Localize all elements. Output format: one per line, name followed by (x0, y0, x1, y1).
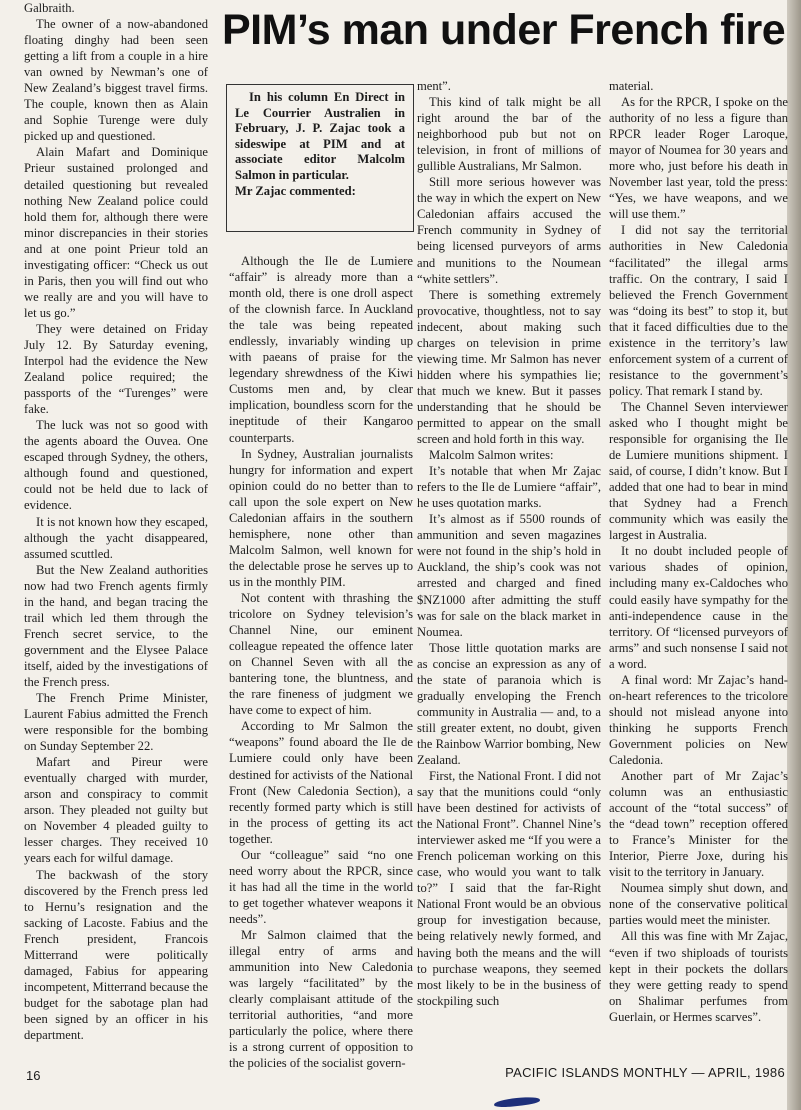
paragraph: ment”. (417, 79, 451, 93)
paragraph: According to Mr Salmon the “weapons” found aboard the Ile de Lumiere could only have been destined for activists of the National Front (New Caledonia Section), a recently formed party which is still in the process of getting its act together. (229, 719, 413, 846)
paragraph: Although the Ile de Lumiere “affair” is already more than a month old, there is one droll aspect of the clownish farce. In Auckland the tale was being repeated endlessly, invariably winding up with paeans of praise for the legendary shrewdness of the Kiwi Customs men and, by clear implication, boundless scorn for the ineptitude of their Kangaroo counterparts. (229, 254, 413, 445)
paragraph: The luck was not so good with the agents aboard the Ouvea. One escaped through Sydney, the others, although found and questioned, could not be held due to lack of evidence. (24, 418, 208, 513)
paragraph: This kind of talk might be all right around the bar of the neighborhood pub but not on television, in front of millions of gullible Australians, Mr Salmon. (417, 95, 601, 174)
paragraph: The Channel Seven interviewer asked who I thought might be responsible for organising the Ile de Lumiere munitions shipment. I said, of course, I didn’t know. But I added that one had to bear in mind that Sydney had a French community which was easily the largest in Australia. (609, 399, 788, 543)
paragraph: material. (609, 79, 654, 93)
paragraph: It’s almost as if 5500 rounds of ammunition and seven magazines were not found in the ship’s hold in Auckland, the ship’s cook was not arrested and charged and fined $NZ1000 after admitting the stuff was for sale on the black market in Noumea. (417, 512, 601, 639)
paragraph: Alain Mafart and Dominique Prieur sustained prolonged and detailed questioning but revealed nothing New Zealand police could hold them for, although there were minor discrepancies in their stories and at one point Prieur told an investigating officer: “Check us out in Paris, then you will find out who we really are and you will have to let us go.” (24, 145, 208, 320)
page-edge-shadow (787, 0, 801, 1110)
paragraph: I did not say the territorial authorities in New Caledonia “facilitated” the illegal arms traffic. On the contrary, I said I believed the French Government was “doing its best” to stop it, but that it faced difficulties due to the existence in the territory’s law enforcement system of a current of resistance to the government’s policy. That remark I stand by. (609, 223, 788, 398)
paragraph: Another part of Mr Zajac’s column was an enthusiastic account of the “total success” of the “dead town” reception offered to France’s Minister for the Interior, Pierre Joxe, during his visit to the territory in January. (609, 769, 788, 880)
paragraph: First, the National Front. I did not say that the munitions could “only have been destined for activists of the National Front”. Channel Nine’s interviewer asked me “If you were a French policeman working on this case, who would you want to talk to?” I said that the far-Right National Front would be an obvious group for investigation because, being relatively newly formed, and having both the means and the will to purchase weapons, they seemed most likely to be in the business of stockpiling such (417, 769, 601, 1008)
paragraph: It is not known how they escaped, although the yacht disappeared, assumed scuttled. (24, 514, 208, 561)
column-1 (24, 0, 208, 1062)
paragraph: It no doubt included people of various shades of opinion, including many ex-Caldoches who could easily have sympathy for the anti-independence cause in the territory. Of “licensed purveyors of arms” and such nonsense I said not a word. (609, 544, 788, 671)
paragraph: Those little quotation marks are as concise an expression as any of the state of paranoia which is gradually enveloping the French community in Australia — and, to a still greater extent, no doubt, given the Rainbow Warrior bombing, New Zealand. (417, 640, 601, 767)
intro-text: In his column En Direct in Le Courrier Australien in February, J. P. Zajac took a sideswipe at PIM and at associate editor Malcolm Salmon in particular. (235, 90, 405, 182)
publication-line: PACIFIC ISLANDS MONTHLY — APRIL, 1986 (505, 1065, 785, 1080)
paragraph: There is something extremely provocative, thoughtless, not to say indecent, about making such charges on television in prime viewing time. Mr Salmon has never hidden where his sympathies lie; that much we knew. But it passes understanding that he should be permitted to appear on the small screen and hold forth in this way. (417, 287, 601, 447)
paragraph: Mafart and Pireur were eventually charged with murder, arson and conspiracy to commit arson. They pleaded not guilty but on November 4 pleaded guilty to lesser charges. They received 10 years each for wilful damage. (24, 755, 208, 866)
paragraph: Not content with thrashing the tricolore on Sydney television’s Channel Nine, our eminent colleague repeated the offence later on Channel Seven with all the bantering tone, the bluntness, and the rare fineness of judgment we have come to expect of him. (229, 590, 413, 718)
paragraph: Our “colleague” said “no one need worry about the RPCR, since it has had all the time in the world to get together whatever weapons it needs”. (229, 847, 413, 926)
column-3 (417, 78, 601, 1062)
ink-mark (494, 1096, 541, 1109)
paragraph: The owner of a now-abandoned floating dinghy had been seen getting a lift from a couple in a hire van owned by Newman’s one of New Zealand’s biggest travel firms. The couple, known then as Alain and Sophie Turenge were duly picked up and questioned. (24, 17, 208, 144)
paragraph: They were detained on Friday July 12. By Saturday evening, Interpol had the evidence the New Zealand police required; the passports of the “Turenges” were fake. (24, 321, 208, 417)
paragraph: The backwash of the story discovered by the French press led to Hernu’s resignation and the sacking of Lacoste. Fabius and the French president, Francois Mitterrand were politically damaged, Fabius for appearing incompetent, Mitterrand because the budget for the sabotage plan had been signed by an officer in his department. (24, 867, 208, 1042)
paragraph: As for the RPCR, I spoke on the authority of no less a figure than RPCR leader Roger Laroque, mayor of Noumea for 30 years and more who, just before his death in November last year, told the press: “Yes, we have weapons, and we will use them.” (609, 95, 788, 222)
page-number: 16 (26, 1068, 41, 1083)
paragraph: But the New Zealand authorities now had two French agents firmly in the hand, and began tracing the trail which led them through the French secret service, to the government and the Elysee Palace itself, aided by the investigations of the French press. (24, 562, 208, 689)
intro-box (226, 84, 414, 232)
intro-lead-in: Mr Zajac commented: (235, 183, 356, 198)
paragraph: It’s notable that when Mr Zajac refers to the Ile de Lumiere “affair”, he uses quotation marks. (417, 464, 601, 511)
headline: PIM’s man under French fire (222, 6, 786, 54)
paragraph: In Sydney, Australian journalists hungry for information and expert opinion could do no better than to call upon the sole expert on New Caledonian affairs in the southern hemisphere, none other than Malcolm Salmon, well known for the delectable prose he serves up to us in the monthly PIM. (229, 446, 413, 589)
paragraph: Malcolm Salmon writes: (429, 448, 554, 463)
paragraph: All this was fine with Mr Zajac, “even if two shiploads of tourists kept in their pockets the dollars they were getting ready to spend on Shalimar perfumes from Guerlain, or Hermes scarves”. (609, 929, 788, 1024)
paragraph: A final word: Mr Zajac’s hand-on-heart references to the tricolore should not mislead anyone into thinking he supports French Government policies on New Caledonia. (609, 672, 788, 767)
paragraph: Mr Salmon claimed that the illegal entry of arms and ammunition into New Caledonia was largely “facilitated” by the clearly complaisant attitude of the territorial authorities, “and more particularly the police, where there is a strong current of opposition to the policies of the socialist govern- (229, 927, 413, 1071)
paragraph: Still more serious however was the way in which the expert on New Caledonian affairs accused the French community in Sydney of being licensed purveyors of arms and munitions to the Noumean “white settlers”. (417, 175, 601, 286)
column-2 (229, 253, 413, 1071)
column-4 (609, 78, 788, 1062)
paragraph: Noumea simply shut down, and none of the conservative political parties would meet the minister. (609, 881, 788, 928)
paragraph: The French Prime Minister, Laurent Fabius admitted the French were responsible for the bombing on Sunday September 22. (24, 691, 208, 754)
paragraph: Galbraith. (24, 1, 75, 15)
